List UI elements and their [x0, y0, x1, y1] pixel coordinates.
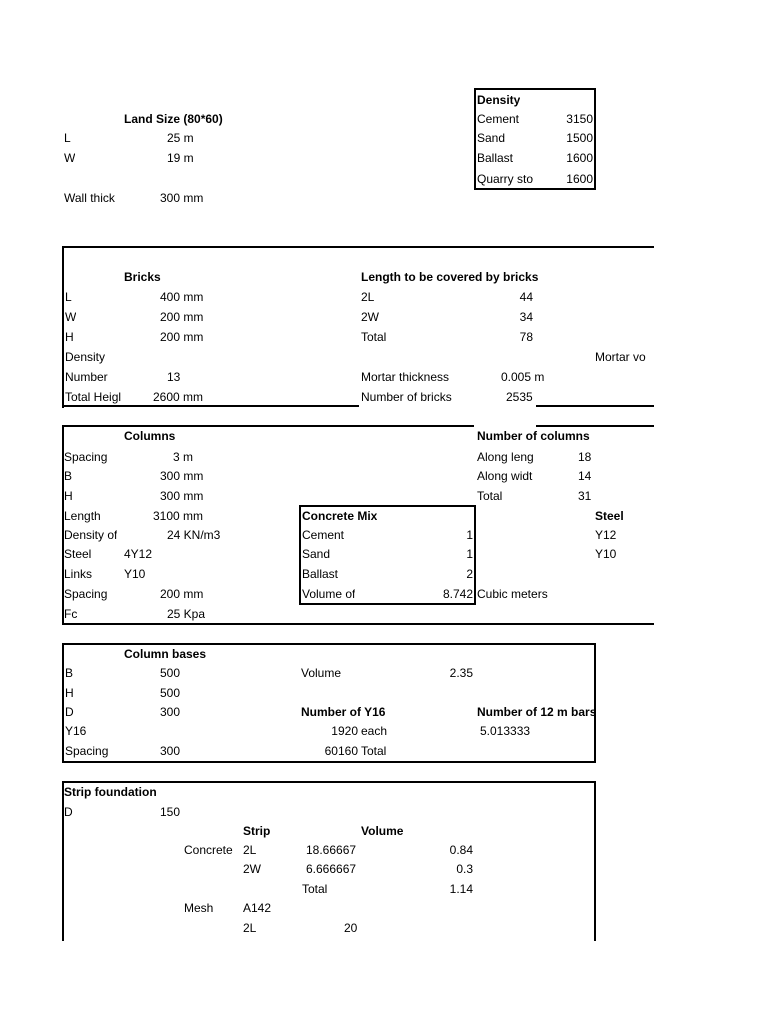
bricks-density-label: Density [65, 350, 106, 364]
along-length-value: 18 [578, 450, 592, 464]
bricks-number-label: Number [65, 370, 108, 384]
bricks-l-value: 400 mm [160, 290, 204, 304]
bricks-l-label: L [65, 290, 72, 304]
bricks-2l-value: 44 [519, 290, 533, 304]
density-quarry-value: 1600 [566, 172, 593, 186]
density-sand-label: Sand [477, 131, 506, 145]
column-bases-h-value: 500 [160, 686, 181, 700]
along-width-label: Along widt [477, 469, 533, 483]
bricks-w-value: 200 mm [160, 310, 204, 324]
column-bases-spacing-value: 300 [160, 744, 181, 758]
concrete-mix-sand-label: Sand [302, 547, 331, 561]
concrete-mix-ballast-value: 2 [466, 567, 473, 581]
column-bases-volume-value: 2.35 [449, 666, 473, 680]
mortar-thickness-label: Mortar thickness [361, 370, 450, 384]
column-bases-b-value: 500 [160, 666, 181, 680]
bricks-left-border [62, 246, 64, 408]
strip-2w-strip: 6.666667 [306, 862, 357, 876]
strip-mesh-2l-label: 2L [243, 921, 257, 935]
columns-links-label: Links [64, 567, 93, 581]
y16-total-label: Total [361, 744, 387, 758]
columns-fc-label: Fc [64, 607, 78, 621]
density-ballast-value: 1600 [566, 151, 593, 165]
columns-spacing-value: 3 m [173, 450, 194, 464]
mortar-thickness-value: 0.005 m [501, 370, 545, 384]
concrete-mix-sand-value: 1 [466, 547, 473, 561]
density-cement-label: Cement [477, 112, 520, 126]
bricks-top-border [62, 246, 654, 248]
column-bases-d-label: D [65, 705, 74, 719]
column-bases-volume-label: Volume [301, 666, 342, 680]
columns-steel-label: Steel [64, 547, 92, 561]
strip-right-border [594, 781, 596, 941]
bricks-2w-label: 2W [361, 310, 379, 324]
strip-volume-header: Volume [361, 824, 404, 838]
strip-header: Strip [243, 824, 271, 838]
steel-title: Steel [595, 509, 624, 523]
density-cement-value: 3150 [566, 112, 593, 126]
density-quarry-label: Quarry sto [477, 172, 534, 186]
land-l-label: L [64, 131, 71, 145]
num-columns-total-value: 31 [578, 489, 592, 503]
strip-2w-volume: 0.3 [456, 862, 473, 876]
strip-total-label: Total [302, 882, 328, 896]
y16-each-label: each [361, 724, 388, 738]
columns-fc-value: 25 Kpa [167, 607, 206, 621]
columns-top-border-right [536, 425, 654, 427]
steel-y12: Y12 [595, 528, 617, 542]
bricks-title: Bricks [124, 270, 161, 284]
column-bases-spacing-label: Spacing [65, 744, 109, 758]
columns-density-value: 24 KN/m3 [167, 528, 221, 542]
strip-2l-label: 2L [243, 843, 257, 857]
concrete-mix-ballast-label: Ballast [302, 567, 339, 581]
bricks-total-label: Total [361, 330, 387, 344]
columns-links-value: Y10 [124, 567, 146, 581]
strip-mesh-2l-value: 20 [344, 921, 358, 935]
columns-top-border [62, 425, 474, 427]
land-l-value: 25 m [167, 131, 194, 145]
columns-spacing-label: Spacing [64, 450, 108, 464]
columns-h-label: H [64, 489, 73, 503]
columns-b-label: B [64, 469, 73, 483]
y16-each-value: 1920 [331, 724, 358, 738]
column-bases-h-label: H [65, 686, 74, 700]
bricks-h-label: H [65, 330, 74, 344]
bricks-total-value: 78 [519, 330, 533, 344]
concrete-mix-cement-label: Cement [302, 528, 345, 542]
number-y16-label: Number of Y16 [301, 705, 386, 719]
strip-mesh-value: A142 [243, 901, 272, 915]
bricks-bottom-border-left [62, 405, 359, 407]
bricks-h-value: 200 mm [160, 330, 204, 344]
columns-b-value: 300 mm [160, 469, 204, 483]
strip-2w-label: 2W [243, 862, 261, 876]
bricks-number-value: 13 [167, 370, 181, 384]
bricks-bottom-border-right [536, 405, 654, 407]
columns-spacing2-label: Spacing [64, 587, 108, 601]
concrete-mix-volume-label: Volume of [302, 587, 356, 601]
steel-y10: Y10 [595, 547, 617, 561]
strip-d-value: 150 [160, 805, 181, 819]
columns-length-label: Length [64, 509, 101, 523]
num-12m-bars-value: 5.013333 [480, 724, 531, 738]
bricks-total-height-value: 2600 mm [153, 390, 204, 404]
columns-steel-value: 4Y12 [124, 547, 153, 561]
columns-length-value: 3100 mm [153, 509, 204, 523]
concrete-mix-title: Concrete Mix [302, 509, 378, 523]
density-sand-value: 1500 [566, 131, 593, 145]
concrete-mix-volume-value: 8.742 [442, 587, 473, 601]
wall-thick-value: 300 mm [160, 191, 204, 205]
density-ballast-label: Ballast [477, 151, 514, 165]
y16-total-value: 60160 [324, 744, 358, 758]
mortar-volume-label: Mortar vo [595, 350, 646, 364]
land-w-value: 19 m [167, 151, 194, 165]
along-width-value: 14 [578, 469, 592, 483]
number-of-bricks-label: Number of bricks [361, 390, 452, 404]
column-bases-d-value: 300 [160, 705, 181, 719]
strip-d-label: D [64, 805, 73, 819]
strip-concrete-label: Concrete [184, 843, 233, 857]
wall-thick-label: Wall thick [64, 191, 115, 205]
along-length-label: Along leng [477, 450, 534, 464]
bricks-w-label: W [65, 310, 77, 324]
column-bases-y16-label: Y16 [65, 724, 87, 738]
number-of-bricks-value: 2535 [506, 390, 533, 404]
columns-spacing2-value: 200 mm [160, 587, 204, 601]
concrete-mix-unit: Cubic meters [477, 587, 548, 601]
column-bases-b-label: B [65, 666, 74, 680]
strip-2l-strip: 18.66667 [306, 843, 357, 857]
land-w-label: W [64, 151, 76, 165]
land-size-title: Land Size (80*60) [124, 112, 223, 126]
columns-h-value: 300 mm [160, 489, 204, 503]
columns-density-label: Density of [64, 528, 118, 542]
strip-top-border [62, 781, 596, 783]
num-columns-title: Number of columns [477, 429, 590, 443]
columns-bottom-border [62, 623, 654, 625]
strip-total-volume: 1.14 [449, 882, 473, 896]
num-columns-total-label: Total [477, 489, 503, 503]
num-12m-bars-label: Number of 12 m bars [477, 705, 597, 719]
density-title: Density [477, 93, 521, 107]
strip-title: Strip foundation [64, 785, 157, 799]
column-bases-title: Column bases [124, 647, 207, 661]
bricks-2w-value: 34 [519, 310, 533, 324]
bricks-total-height-label: Total Heigl [65, 390, 122, 404]
bricks-cover-title: Length to be covered by bricks [361, 270, 539, 284]
bricks-2l-label: 2L [361, 290, 375, 304]
strip-mesh-label: Mesh [184, 901, 214, 915]
concrete-mix-cement-value: 1 [466, 528, 473, 542]
columns-title: Columns [124, 429, 176, 443]
strip-2l-volume: 0.84 [449, 843, 473, 857]
